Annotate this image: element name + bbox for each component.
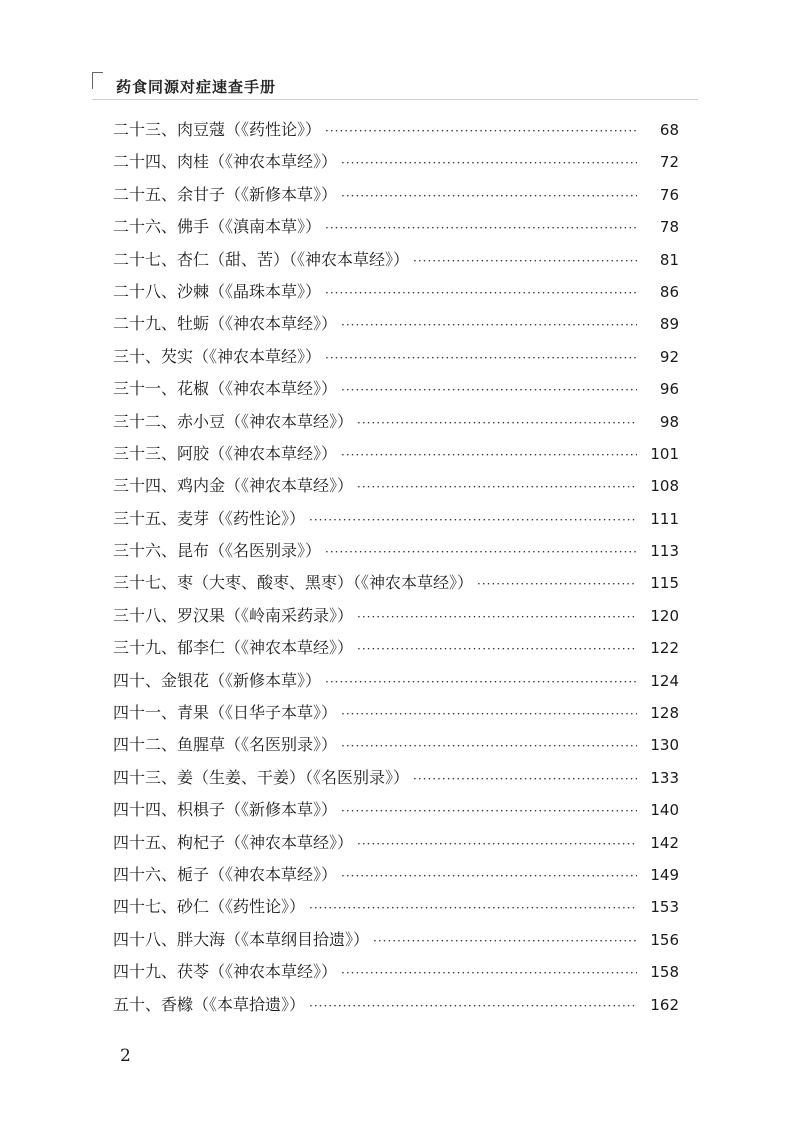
toc-entry-title: 四十三、姜（生姜、干姜）（《名医别录》） (113, 767, 410, 787)
toc-entry[interactable] (113, 567, 679, 599)
dot-leader (325, 536, 637, 568)
toc-entry[interactable] (113, 989, 679, 1021)
toc-entry-page: 130 (650, 736, 679, 755)
toc-entry-title: 三十二、赤小豆（《神农本草经》） (113, 411, 354, 431)
toc-entry[interactable] (113, 859, 679, 891)
corner-mark-icon (92, 72, 103, 89)
toc-entry[interactable] (113, 827, 679, 859)
toc-entry-page: 153 (650, 898, 679, 917)
toc-entry-page: 76 (659, 185, 679, 204)
toc-entry[interactable] (113, 276, 679, 308)
book-title: 药食同源对症速查手册 (116, 78, 277, 96)
toc-entry-title: 四十七、砂仁（《药性论》） (113, 897, 306, 917)
toc-entry-title: 三十九、郁李仁（《神农本草经》） (113, 638, 354, 658)
dot-leader (341, 180, 637, 212)
dot-leader (341, 439, 637, 471)
dot-leader (341, 147, 637, 179)
toc-entry-page: 81 (659, 250, 679, 269)
toc-entry-title: 四十四、枳椇子（《新修本草》） (113, 800, 338, 820)
table-of-contents (113, 114, 679, 1021)
dot-leader (477, 568, 637, 600)
toc-entry-title: 二十四、肉桂（《神农本草经》） (113, 152, 338, 172)
toc-entry[interactable] (113, 924, 679, 956)
toc-entry-title: 四十九、茯苓（《神农本草经》） (113, 962, 338, 982)
toc-entry-title: 四十、金银花（《新修本草》） (113, 670, 322, 690)
dot-leader (357, 407, 637, 439)
toc-entry-title: 三十八、罗汉果（《岭南采药录》） (113, 605, 354, 625)
toc-entry[interactable] (113, 600, 679, 632)
toc-entry[interactable] (113, 373, 679, 405)
toc-entry-page: 149 (650, 865, 679, 884)
dot-leader (341, 309, 637, 341)
toc-entry-page: 120 (650, 606, 679, 625)
toc-entry[interactable] (113, 956, 679, 988)
toc-entry-title: 二十三、肉豆蔻（《药性论》） (113, 120, 322, 139)
dot-leader (413, 763, 637, 795)
toc-entry[interactable] (113, 244, 679, 276)
running-header (92, 72, 698, 102)
toc-entry-title: 二十七、杏仁（甜、苦）（《神农本草经》） (113, 249, 410, 269)
toc-entry-page: 108 (650, 477, 679, 496)
toc-entry-page: 68 (659, 121, 679, 139)
toc-entry[interactable] (113, 535, 679, 567)
toc-entry[interactable] (113, 114, 679, 146)
dot-leader (341, 730, 637, 762)
toc-entry[interactable] (113, 308, 679, 340)
toc-entry-page: 96 (659, 380, 679, 399)
dot-leader (341, 795, 637, 827)
toc-entry[interactable] (113, 146, 679, 178)
toc-entry-page: 158 (650, 963, 679, 982)
toc-entry[interactable] (113, 503, 679, 535)
toc-entry-page: 156 (650, 930, 679, 949)
toc-entry-title: 三十一、花椒（《神农本草经》） (113, 379, 338, 399)
header-divider (92, 99, 698, 100)
toc-entry[interactable] (113, 697, 679, 729)
dot-leader (373, 925, 637, 957)
toc-entry[interactable] (113, 438, 679, 470)
dot-leader (309, 892, 637, 924)
toc-entry-title: 二十五、余甘子（《新修本草》） (113, 184, 338, 204)
toc-entry-page: 72 (659, 153, 679, 172)
toc-entry-page: 122 (650, 639, 679, 658)
toc-entry-page: 86 (659, 282, 679, 301)
toc-entry-page: 98 (659, 412, 679, 431)
toc-entry[interactable] (113, 632, 679, 664)
toc-entry[interactable] (113, 891, 679, 923)
toc-entry[interactable] (113, 211, 679, 243)
toc-entry-page: 124 (650, 671, 679, 690)
dot-leader (357, 601, 637, 633)
toc-entry[interactable] (113, 470, 679, 502)
toc-entry-page: 101 (650, 444, 679, 463)
toc-entry-page: 115 (650, 574, 679, 593)
toc-entry-title: 四十六、栀子（《神农本草经》） (113, 864, 338, 884)
toc-entry-page: 128 (650, 704, 679, 723)
dot-leader (357, 828, 637, 860)
toc-entry[interactable] (113, 406, 679, 438)
toc-entry-title: 二十八、沙棘（《晶珠本草》） (113, 281, 322, 301)
dot-leader (325, 212, 637, 244)
toc-entry-title: 四十五、枸杞子（《神农本草经》） (113, 832, 354, 852)
toc-entry-page: 92 (659, 347, 679, 366)
toc-entry-title: 四十八、胖大海（《本草纲目拾遗》） (113, 929, 370, 949)
toc-entry-title: 五十、香橼（《本草拾遗》） (113, 994, 306, 1014)
toc-entry-page: 89 (659, 315, 679, 334)
dot-leader (357, 471, 637, 503)
toc-entry-title: 三十四、鸡内金（《神农本草经》） (113, 476, 354, 496)
dot-leader (325, 115, 637, 147)
toc-entry-title: 二十九、牡蛎（《神农本草经》） (113, 314, 338, 334)
dot-leader (309, 990, 637, 1022)
dot-leader (325, 277, 637, 309)
toc-entry-page: 133 (650, 768, 679, 787)
dot-leader (341, 374, 637, 406)
dot-leader (341, 957, 637, 989)
toc-entry-title: 二十六、佛手（《滇南本草》） (113, 217, 322, 237)
dot-leader (309, 504, 637, 536)
toc-entry-page: 113 (650, 542, 679, 561)
toc-entry[interactable] (113, 179, 679, 211)
toc-entry-title: 三十五、麦芽（《药性论》） (113, 508, 306, 528)
dot-leader (341, 860, 637, 892)
toc-entry-title: 三十、芡实（《神农本草经》） (113, 346, 322, 366)
toc-entry[interactable] (113, 762, 679, 794)
dot-leader (341, 698, 637, 730)
dot-leader (357, 633, 637, 665)
toc-entry-title: 四十一、青果（《日华子本草》） (113, 703, 338, 723)
toc-entry-title: 三十六、昆布（《名医别录》） (113, 541, 322, 561)
toc-entry-page: 78 (659, 218, 679, 237)
dot-leader (413, 245, 637, 277)
toc-entry-title: 四十二、鱼腥草（《名医别录》） (113, 735, 338, 755)
toc-entry-title: 三十三、阿胶（《神农本草经》） (113, 443, 338, 463)
toc-entry[interactable] (113, 794, 679, 826)
toc-entry-page: 142 (650, 833, 679, 852)
toc-entry-page: 140 (650, 801, 679, 820)
dot-leader (325, 342, 637, 374)
page-number: 2 (120, 1046, 131, 1066)
dot-leader (325, 666, 637, 698)
toc-entry[interactable] (113, 665, 679, 697)
toc-entry[interactable] (113, 729, 679, 761)
toc-entry-page: 111 (650, 509, 679, 528)
toc-entry-title: 三十七、枣（大枣、酸枣、黑枣）（《神农本草经》） (113, 573, 474, 593)
toc-entry[interactable] (113, 341, 679, 373)
toc-entry-page: 162 (650, 995, 679, 1014)
